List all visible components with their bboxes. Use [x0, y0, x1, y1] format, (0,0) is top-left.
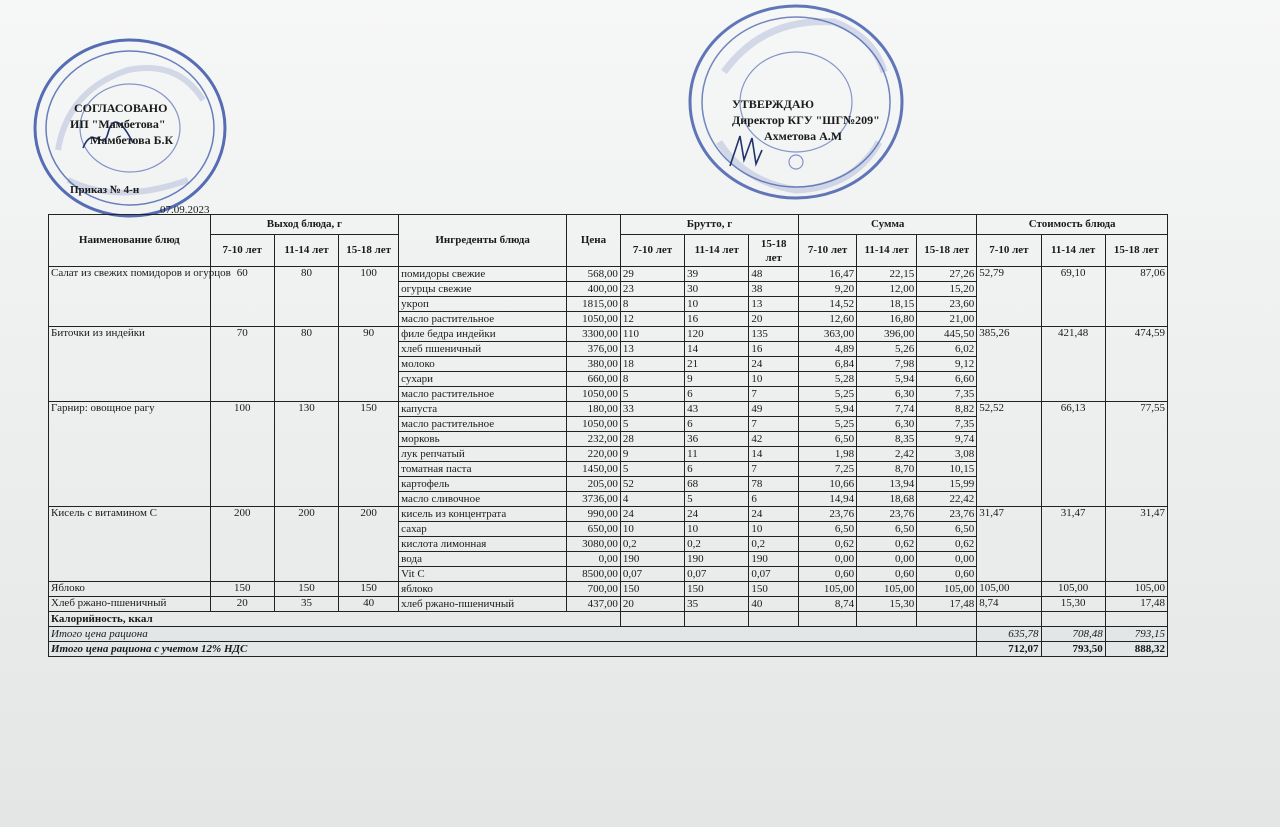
ingredient-sum: 14,52 [799, 297, 857, 312]
ingredient-price: 376,00 [567, 342, 621, 357]
ingredient-sum: 9,74 [917, 432, 977, 447]
ingredient-sum: 22,15 [857, 267, 917, 282]
dish-name: Биточки из индейки [49, 327, 211, 402]
ingredient-sum: 0,62 [857, 537, 917, 552]
ingredient-gross: 68 [685, 477, 749, 492]
ingredient-name: масло растительное [399, 312, 567, 327]
header-price: Цена [567, 215, 621, 267]
ingredient-sum: 12,00 [857, 282, 917, 297]
ingredient-gross: 20 [620, 597, 684, 612]
ingredient-sum: 8,35 [857, 432, 917, 447]
ingredient-name: томатная паста [399, 462, 567, 477]
ingredient-price: 232,00 [567, 432, 621, 447]
sum-age-7-10: 7-10 лет [799, 235, 857, 267]
ingredient-gross: 0,07 [685, 567, 749, 582]
ingredient-name: помидоры свежие [399, 267, 567, 282]
ingredient-price: 400,00 [567, 282, 621, 297]
ingredient-name: хлеб пшеничный [399, 342, 567, 357]
ingredient-sum: 396,00 [857, 327, 917, 342]
ingredient-gross: 33 [620, 402, 684, 417]
ingredient-sum: 0,60 [857, 567, 917, 582]
ingredient-sum: 6,50 [799, 522, 857, 537]
ingredient-sum: 6,50 [917, 522, 977, 537]
dish-yield-11-14: 80 [274, 327, 338, 402]
ingredient-gross: 12 [620, 312, 684, 327]
ingredient-gross: 5 [685, 492, 749, 507]
ingredient-sum: 6,50 [799, 432, 857, 447]
ingredient-price: 205,00 [567, 477, 621, 492]
table-row [49, 597, 1168, 612]
dish-yield-7-10: 60 [210, 267, 274, 327]
left-signer: Мамбетова Б.К [90, 133, 174, 147]
header-dish: Наименование блюд [49, 215, 211, 267]
dish-cost-11-14: 31,47 [1041, 507, 1105, 582]
ingredient-price: 380,00 [567, 357, 621, 372]
dish-cost-11-14: 66,13 [1041, 402, 1105, 507]
sum-age-11-14: 11-14 лет [857, 235, 917, 267]
ingredient-price: 650,00 [567, 522, 621, 537]
gross-age-11-14: 11-14 лет [685, 235, 749, 267]
org-label: ИП "Мамбетова" [70, 117, 166, 131]
ingredient-sum: 0,60 [799, 567, 857, 582]
dish-name: Гарнир: овощное рагу [49, 402, 211, 507]
dish-yield-15-18: 40 [339, 597, 399, 612]
ingredient-sum: 27,26 [917, 267, 977, 282]
approved-label: СОГЛАСОВАНО [74, 101, 168, 115]
ingredient-sum: 0,00 [857, 552, 917, 567]
ingredient-name: укроп [399, 297, 567, 312]
vat-total-11-14: 793,50 [1041, 642, 1105, 657]
calories-label: Калорийность, ккал [49, 612, 621, 627]
ingredient-gross: 4 [620, 492, 684, 507]
ingredient-gross: 13 [620, 342, 684, 357]
ingredient-gross: 14 [685, 342, 749, 357]
ingredient-price: 1450,00 [567, 462, 621, 477]
approve-label: УТВЕРЖДАЮ [732, 97, 815, 111]
ingredient-gross: 23 [620, 282, 684, 297]
right-signer: Ахметова А.М [764, 129, 843, 143]
ingredient-sum: 7,25 [799, 462, 857, 477]
dish-yield-7-10: 150 [210, 582, 274, 597]
dish-yield-7-10: 100 [210, 402, 274, 507]
dish-cost-15-18: 17,48 [1105, 597, 1167, 612]
ingredient-gross: 110 [620, 327, 684, 342]
dish-yield-15-18: 100 [339, 267, 399, 327]
ingredient-gross: 29 [620, 267, 684, 282]
ingredient-sum: 7,74 [857, 402, 917, 417]
ingredient-name: лук репчатый [399, 447, 567, 462]
ingredient-sum: 9,12 [917, 357, 977, 372]
ingredient-gross: 150 [749, 582, 799, 597]
ingredient-sum: 5,26 [857, 342, 917, 357]
ingredient-sum: 12,60 [799, 312, 857, 327]
table-row [49, 327, 1168, 342]
ingredient-sum: 5,25 [799, 387, 857, 402]
dish-cost-11-14: 15,30 [1041, 597, 1105, 612]
table-row [49, 402, 1168, 417]
ingredient-gross: 11 [685, 447, 749, 462]
ingredient-gross: 30 [685, 282, 749, 297]
ingredient-gross: 0,2 [620, 537, 684, 552]
ingredient-sum: 7,98 [857, 357, 917, 372]
ingredient-gross: 14 [749, 447, 799, 462]
dish-cost-7-10: 31,47 [977, 507, 1041, 582]
ingredient-sum: 7,35 [917, 417, 977, 432]
gross-age-7-10: 7-10 лет [620, 235, 684, 267]
ingredient-gross: 120 [685, 327, 749, 342]
ingredient-sum: 6,60 [917, 372, 977, 387]
ingredient-sum: 105,00 [917, 582, 977, 597]
ingredient-name: кислота лимонная [399, 537, 567, 552]
ingredient-sum: 0,62 [799, 537, 857, 552]
ingredient-sum: 1,98 [799, 447, 857, 462]
cost-age-11-14: 11-14 лет [1041, 235, 1105, 267]
ingredient-name: капуста [399, 402, 567, 417]
dish-cost-15-18: 87,06 [1105, 267, 1167, 327]
order-label: Приказ № 4-н [70, 184, 140, 196]
dish-name: Яблоко [49, 582, 211, 597]
ingredient-sum: 363,00 [799, 327, 857, 342]
ingredient-price: 0,00 [567, 552, 621, 567]
dish-cost-11-14: 69,10 [1041, 267, 1105, 327]
ingredient-sum: 2,42 [857, 447, 917, 462]
ingredient-sum: 23,60 [917, 297, 977, 312]
dish-yield-7-10: 20 [210, 597, 274, 612]
ingredient-sum: 13,94 [857, 477, 917, 492]
ingredient-gross: 38 [749, 282, 799, 297]
ingredient-price: 660,00 [567, 372, 621, 387]
ingredient-gross: 0,2 [685, 537, 749, 552]
header-ingredients: Ингреденты блюда [399, 215, 567, 267]
ingredient-name: сухари [399, 372, 567, 387]
ingredient-sum: 15,99 [917, 477, 977, 492]
ingredient-gross: 7 [749, 387, 799, 402]
ingredient-gross: 20 [749, 312, 799, 327]
ingredient-gross: 0,07 [620, 567, 684, 582]
ingredient-gross: 6 [749, 492, 799, 507]
ingredient-gross: 48 [749, 267, 799, 282]
ration-total-row [49, 627, 1168, 642]
ingredient-name: филе бедра индейки [399, 327, 567, 342]
cost-age-7-10: 7-10 лет [977, 235, 1041, 267]
ingredient-gross: 16 [749, 342, 799, 357]
dish-yield-11-14: 80 [274, 267, 338, 327]
vat-total-label: Итого цена рациона с учетом 12% НДС [49, 642, 977, 657]
ingredient-gross: 135 [749, 327, 799, 342]
sum-age-15-18: 15-18 лет [917, 235, 977, 267]
ingredient-sum: 23,76 [799, 507, 857, 522]
ingredient-sum: 17,48 [917, 597, 977, 612]
ingredient-gross: 6 [685, 387, 749, 402]
gross-age-15-18: 15-18 лет [749, 235, 799, 267]
dish-yield-15-18: 150 [339, 402, 399, 507]
ingredient-sum: 18,68 [857, 492, 917, 507]
ingredient-gross: 9 [620, 447, 684, 462]
ingredient-gross: 5 [620, 462, 684, 477]
ingredient-sum: 0,60 [917, 567, 977, 582]
ration-total-7-10: 635,78 [977, 627, 1041, 642]
ingredient-gross: 52 [620, 477, 684, 492]
ingredient-gross: 10 [749, 372, 799, 387]
ingredient-price: 700,00 [567, 582, 621, 597]
ingredient-price: 220,00 [567, 447, 621, 462]
ingredient-gross: 8 [620, 372, 684, 387]
ingredient-gross: 5 [620, 387, 684, 402]
ingredient-gross: 35 [685, 597, 749, 612]
ingredient-sum: 5,94 [857, 372, 917, 387]
ingredient-gross: 24 [620, 507, 684, 522]
ingredient-sum: 5,25 [799, 417, 857, 432]
director-label: Директор КГУ "ШГ№209" [732, 113, 880, 127]
ingredient-gross: 16 [685, 312, 749, 327]
ingredient-gross: 10 [749, 522, 799, 537]
ingredient-sum: 0,00 [799, 552, 857, 567]
ingredient-name: масло сливочное [399, 492, 567, 507]
ingredient-gross: 10 [685, 522, 749, 537]
ingredient-sum: 18,15 [857, 297, 917, 312]
ingredient-gross: 21 [685, 357, 749, 372]
ingredient-sum: 105,00 [799, 582, 857, 597]
yield-age-7-10: 7-10 лет [210, 235, 274, 267]
ingredient-gross: 36 [685, 432, 749, 447]
ingredient-gross: 6 [685, 462, 749, 477]
ingredient-price: 8500,00 [567, 567, 621, 582]
dish-yield-7-10: 70 [210, 327, 274, 402]
ingredient-price: 180,00 [567, 402, 621, 417]
ingredient-gross: 190 [749, 552, 799, 567]
ingredient-sum: 9,20 [799, 282, 857, 297]
ingredient-sum: 6,30 [857, 387, 917, 402]
ingredient-name: огурцы свежие [399, 282, 567, 297]
ration-total-15-18: 793,15 [1105, 627, 1167, 642]
ingredient-gross: 0,07 [749, 567, 799, 582]
yield-age-11-14: 11-14 лет [274, 235, 338, 267]
dish-yield-11-14: 130 [274, 402, 338, 507]
ingredient-sum: 445,50 [917, 327, 977, 342]
menu-table [48, 214, 1168, 657]
dish-cost-7-10: 385,26 [977, 327, 1041, 402]
ingredient-sum: 3,08 [917, 447, 977, 462]
left-header [70, 100, 173, 198]
ingredient-gross: 150 [685, 582, 749, 597]
ingredient-name: яблоко [399, 582, 567, 597]
ingredient-sum: 4,89 [799, 342, 857, 357]
ingredient-sum: 16,80 [857, 312, 917, 327]
ingredient-sum: 21,00 [917, 312, 977, 327]
ingredient-gross: 6 [685, 417, 749, 432]
ingredient-name: кисель из концентрата [399, 507, 567, 522]
cost-age-15-18: 15-18 лет [1105, 235, 1167, 267]
dish-cost-7-10: 52,52 [977, 402, 1041, 507]
dish-cost-15-18: 474,59 [1105, 327, 1167, 402]
dish-cost-7-10: 105,00 [977, 582, 1041, 597]
header-sum: Сумма [799, 215, 977, 235]
ingredient-name: Vit C [399, 567, 567, 582]
ingredient-sum: 5,28 [799, 372, 857, 387]
ingredient-sum: 14,94 [799, 492, 857, 507]
ingredient-sum: 15,20 [917, 282, 977, 297]
ingredient-gross: 10 [685, 297, 749, 312]
dish-cost-15-18: 31,47 [1105, 507, 1167, 582]
ingredient-sum: 6,30 [857, 417, 917, 432]
ingredient-sum: 105,00 [857, 582, 917, 597]
ingredient-gross: 13 [749, 297, 799, 312]
yield-age-15-18: 15-18 лет [339, 235, 399, 267]
ingredient-sum: 6,02 [917, 342, 977, 357]
ration-total-11-14: 708,48 [1041, 627, 1105, 642]
ingredient-sum: 0,62 [917, 537, 977, 552]
menu-table-body [49, 267, 1168, 612]
ingredient-name: вода [399, 552, 567, 567]
ingredient-gross: 18 [620, 357, 684, 372]
ingredient-gross: 40 [749, 597, 799, 612]
ingredient-gross: 150 [620, 582, 684, 597]
table-row [49, 507, 1168, 522]
dish-cost-11-14: 105,00 [1041, 582, 1105, 597]
ingredient-price: 3300,00 [567, 327, 621, 342]
ingredient-gross: 5 [620, 417, 684, 432]
ingredient-sum: 22,42 [917, 492, 977, 507]
table-row [49, 582, 1168, 597]
totals-body [49, 612, 1168, 657]
ingredient-sum: 0,00 [917, 552, 977, 567]
ingredient-price: 1815,00 [567, 297, 621, 312]
ingredient-name: сахар [399, 522, 567, 537]
ingredient-sum: 16,47 [799, 267, 857, 282]
ingredient-gross: 24 [685, 507, 749, 522]
ingredient-gross: 43 [685, 402, 749, 417]
dish-yield-15-18: 150 [339, 582, 399, 597]
vat-total-7-10: 712,07 [977, 642, 1041, 657]
ingredient-gross: 0,2 [749, 537, 799, 552]
ingredient-gross: 190 [685, 552, 749, 567]
ingredient-gross: 7 [749, 417, 799, 432]
ingredient-gross: 39 [685, 267, 749, 282]
vat-total-15-18: 888,32 [1105, 642, 1167, 657]
ingredient-sum: 8,70 [857, 462, 917, 477]
ingredient-gross: 9 [685, 372, 749, 387]
ingredient-price: 3080,00 [567, 537, 621, 552]
ingredient-price: 1050,00 [567, 417, 621, 432]
table-row [49, 267, 1168, 282]
ingredient-gross: 24 [749, 357, 799, 372]
ingredient-price: 3736,00 [567, 492, 621, 507]
dish-yield-7-10: 200 [210, 507, 274, 582]
ingredient-price: 437,00 [567, 597, 621, 612]
ingredient-name: хлеб ржано-пшеничный [399, 597, 567, 612]
dish-name: Салат из свежих помидоров и огурцов [49, 267, 211, 327]
dish-name: Хлеб ржано-пшеничный [49, 597, 211, 612]
ingredient-name: морковь [399, 432, 567, 447]
dish-yield-15-18: 200 [339, 507, 399, 582]
header-cost: Стоимость блюда [977, 215, 1168, 235]
header-gross: Брутто, г [620, 215, 798, 235]
dish-cost-7-10: 8,74 [977, 597, 1041, 612]
ingredient-sum: 23,76 [857, 507, 917, 522]
dish-name: Кисель с витамином С [49, 507, 211, 582]
dish-cost-15-18: 77,55 [1105, 402, 1167, 507]
ingredient-gross: 8 [620, 297, 684, 312]
ingredient-gross: 10 [620, 522, 684, 537]
ingredient-gross: 78 [749, 477, 799, 492]
dish-cost-15-18: 105,00 [1105, 582, 1167, 597]
ingredient-name: масло растительное [399, 417, 567, 432]
ingredient-name: молоко [399, 357, 567, 372]
calories-row [49, 612, 1168, 627]
ingredient-sum: 6,84 [799, 357, 857, 372]
ingredient-sum: 8,74 [799, 597, 857, 612]
ingredient-sum: 7,35 [917, 387, 977, 402]
ingredient-price: 1050,00 [567, 387, 621, 402]
ingredient-gross: 49 [749, 402, 799, 417]
ingredient-gross: 24 [749, 507, 799, 522]
ingredient-sum: 8,82 [917, 402, 977, 417]
ingredient-name: картофель [399, 477, 567, 492]
ingredient-price: 568,00 [567, 267, 621, 282]
dish-yield-11-14: 200 [274, 507, 338, 582]
ingredient-price: 1050,00 [567, 312, 621, 327]
ingredient-sum: 10,66 [799, 477, 857, 492]
ingredient-sum: 10,15 [917, 462, 977, 477]
ingredient-gross: 28 [620, 432, 684, 447]
ingredient-gross: 7 [749, 462, 799, 477]
ingredient-sum: 5,94 [799, 402, 857, 417]
dish-yield-11-14: 150 [274, 582, 338, 597]
dish-cost-7-10: 52,79 [977, 267, 1041, 327]
header-yield: Выход блюда, г [210, 215, 399, 235]
dish-yield-15-18: 90 [339, 327, 399, 402]
dish-yield-11-14: 35 [274, 597, 338, 612]
ingredient-name: масло растительное [399, 387, 567, 402]
vat-total-row [49, 642, 1168, 657]
ingredient-gross: 190 [620, 552, 684, 567]
right-header [732, 96, 880, 144]
document-date: 07.09.2023 [160, 204, 210, 216]
ingredient-sum: 15,30 [857, 597, 917, 612]
ration-total-label: Итого цена рациона [49, 627, 977, 642]
ingredient-gross: 42 [749, 432, 799, 447]
ingredient-sum: 6,50 [857, 522, 917, 537]
ingredient-sum: 23,76 [917, 507, 977, 522]
ingredient-price: 990,00 [567, 507, 621, 522]
dish-cost-11-14: 421,48 [1041, 327, 1105, 402]
